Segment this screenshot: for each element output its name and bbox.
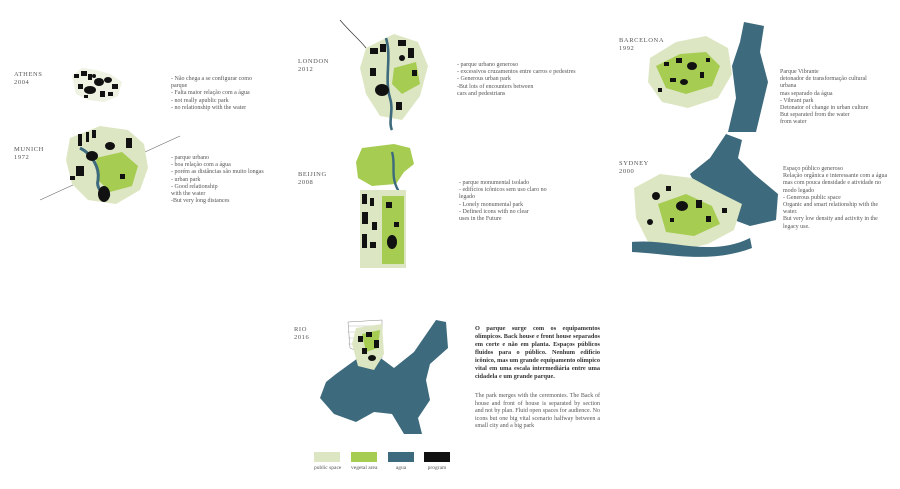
beijing-year: 2008 bbox=[298, 179, 314, 186]
rio-text-pt: O parque surge com os equipamentos olímpicos. Back house e front house separados em corte e não em planta. Espaços públicos fluidos para o público. Nenhum edifício icônico, mas um grande equipamento olímpico vital em uma escala intermediária entre uma cidadela e um grande parque. bbox=[475, 325, 600, 380]
sydney-map bbox=[630, 134, 778, 264]
legend-item-vegetal-area bbox=[351, 452, 377, 471]
munich-notes bbox=[171, 155, 264, 205]
vegetal-area-swatch bbox=[351, 452, 377, 462]
legend-item-public-space bbox=[314, 452, 340, 471]
sydney-note: Organic and smart relationship with the bbox=[783, 202, 879, 209]
london-note: -But lots of encounters between bbox=[457, 83, 534, 90]
legend-label: agua bbox=[395, 465, 407, 471]
athens-title bbox=[14, 71, 43, 87]
london-notes bbox=[457, 62, 576, 98]
rio-year: 2016 bbox=[294, 334, 310, 341]
rio-name: RIO bbox=[294, 326, 307, 333]
sydney-note: water. bbox=[783, 209, 798, 216]
sydney-note: Relação orgânica e interessante com a água bbox=[783, 173, 888, 180]
barcelona-name: BARCELONA bbox=[619, 37, 665, 44]
beijing-note: - parque monumental isolado bbox=[459, 180, 530, 186]
sydney-note: mas com pouca densidade e atividade no bbox=[783, 180, 881, 187]
munich-note: - urban park bbox=[171, 176, 201, 183]
sydney-note: modo legado bbox=[783, 187, 815, 194]
barcelona-note: But separated from the water bbox=[780, 112, 850, 119]
barcelona-note: Detonator of change in urban culture bbox=[780, 105, 869, 112]
munich-note: - porém as distâncias são muito longas bbox=[171, 169, 264, 176]
munich-map bbox=[40, 118, 180, 208]
legend-item-program bbox=[424, 452, 450, 471]
beijing-note: - Lonely monumental park bbox=[459, 201, 524, 208]
sydney-note: But very low density and activity in the bbox=[783, 216, 878, 223]
athens-year: 2004 bbox=[14, 79, 30, 86]
barcelona-title bbox=[619, 37, 664, 53]
sydney-note: - Generous public space bbox=[783, 194, 841, 201]
barcelona-note: Parque Vibrante bbox=[780, 69, 819, 75]
water-swatch bbox=[388, 452, 414, 462]
munich-note: - Good relationship bbox=[171, 183, 218, 190]
london-note: cars and pedestrians bbox=[457, 90, 506, 97]
barcelona-note: - Vibrant park bbox=[780, 97, 814, 104]
sydney-name: SYDNEY bbox=[619, 160, 649, 167]
athens-note: parque bbox=[171, 83, 188, 90]
munich-title bbox=[14, 146, 44, 162]
munich-note: -But very long distances bbox=[171, 198, 230, 205]
sydney-title bbox=[619, 160, 649, 176]
beijing-notes bbox=[459, 180, 547, 223]
legend bbox=[314, 452, 454, 476]
london-map bbox=[336, 18, 446, 130]
barcelona-note: mas separado da água bbox=[780, 90, 833, 97]
london-note: - Generous urban park bbox=[457, 76, 511, 83]
beijing-note: - Defined icons with no clear bbox=[459, 208, 529, 215]
legend-label: program bbox=[427, 465, 447, 471]
beijing-map bbox=[352, 142, 452, 270]
munich-note: - parque urbano bbox=[171, 155, 209, 161]
athens-map bbox=[66, 62, 128, 106]
athens-notes bbox=[171, 76, 252, 112]
barcelona-note: detonador de transformação cultural bbox=[780, 76, 867, 83]
barcelona-note: urbana bbox=[780, 83, 797, 90]
legend-label: vegetal area bbox=[351, 465, 378, 471]
athens-name: ATHENS bbox=[14, 71, 43, 78]
athens-note: - Falta maior relação com a água bbox=[171, 90, 250, 97]
rio-map bbox=[318, 318, 468, 436]
sydney-notes bbox=[783, 166, 887, 231]
beijing-note: uses in the Future bbox=[459, 216, 502, 223]
athens-note: - Não chega a se configurar como bbox=[171, 76, 252, 82]
legend-label: public space bbox=[314, 465, 342, 471]
munich-name: MUNICH bbox=[14, 146, 44, 153]
beijing-note: legado bbox=[459, 194, 475, 201]
athens-note: - no relationship with the water bbox=[171, 104, 247, 111]
program-swatch bbox=[424, 452, 450, 462]
beijing-note: - edifícios icônicos sem uso claro no bbox=[459, 187, 547, 194]
munich-note: - boa relação com a água bbox=[171, 162, 231, 169]
london-name: LONDON bbox=[298, 58, 330, 65]
legend-item-water bbox=[388, 452, 414, 471]
munich-note: with the water bbox=[171, 191, 206, 198]
sydney-note: Espaço público generoso bbox=[783, 166, 843, 172]
rio-title bbox=[294, 326, 309, 342]
beijing-name: BEIJING bbox=[298, 171, 327, 178]
beijing-title bbox=[298, 171, 327, 187]
barcelona-note: from water bbox=[780, 119, 807, 126]
rio-text-en: The park merges with the ceremonies. The Back of house and front of house is separated by section and not by plan. Fluid open spaces for audience. No icons but one big vital scenario halfway between a small city and a big park bbox=[475, 393, 600, 430]
barcelona-notes bbox=[780, 69, 868, 127]
london-note: - parque urbano generoso bbox=[457, 62, 519, 68]
sydney-note: legacy use. bbox=[783, 223, 810, 230]
public-space-swatch bbox=[314, 452, 340, 462]
munich-year: 1972 bbox=[14, 154, 30, 161]
athens-note: - not really apublic park bbox=[171, 97, 229, 104]
london-title bbox=[298, 58, 329, 74]
sydney-year: 2000 bbox=[619, 168, 635, 175]
london-year: 2012 bbox=[298, 66, 314, 73]
barcelona-year: 1992 bbox=[619, 45, 635, 52]
london-note: - excessivos cruzamentos entre carros e pedestres bbox=[457, 69, 576, 76]
